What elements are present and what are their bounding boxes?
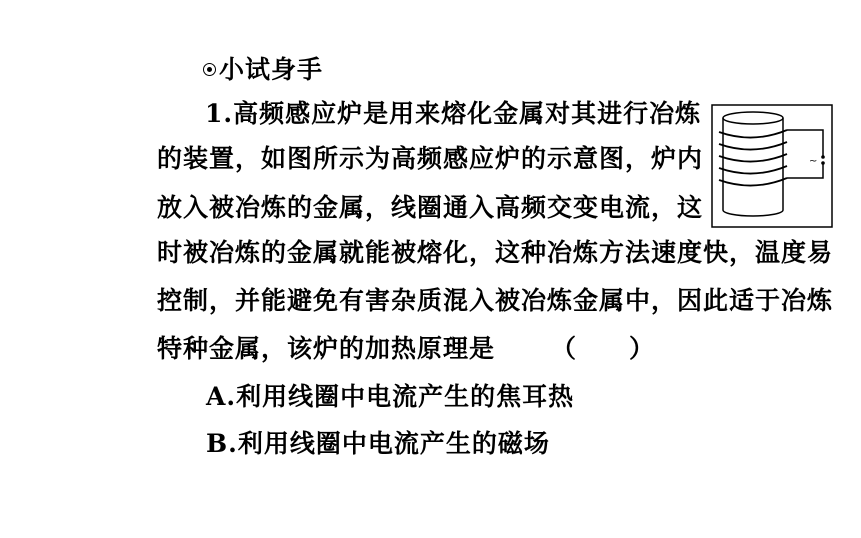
circled-dot-icon — [203, 63, 216, 76]
question-line-2: 的装置，如图所示为高频感应炉的示意图，炉内 — [157, 144, 704, 173]
source-terminal-top — [821, 155, 825, 159]
question-line-4: 时被冶炼的金属就能被熔化，这种冶炼方法速度快，温度易 — [157, 238, 834, 267]
question-line-5: 控制，并能避免有害杂质混入被冶炼金属中，因此适于冶炼 — [157, 286, 834, 315]
cylinder-bottom — [723, 210, 783, 216]
induction-furnace-figure — [711, 104, 833, 228]
coil-lead-bottom — [787, 164, 823, 178]
option-b: B.利用线圈中电流产生的磁场 — [206, 429, 550, 458]
induction-furnace-coil-diagram — [711, 104, 833, 228]
cylinder-top — [723, 112, 783, 124]
section-heading — [203, 54, 323, 86]
coil-turns — [719, 130, 787, 186]
answer-parentheses: （ ） — [551, 334, 656, 363]
source-terminal-bottom — [821, 161, 825, 165]
question-line-1: 1.高频感应炉是用来熔化金属对其进行冶炼 — [205, 99, 702, 128]
ac-source-symbol: ~ — [809, 156, 818, 167]
option-a: A.利用线圈中电流产生的焦耳热 — [206, 382, 575, 411]
question-line-6 — [157, 333, 655, 365]
question-line-3: 放入被冶炼的金属，线圈通入高频交变电流，这 — [157, 193, 704, 222]
section-heading-text: 小试身手 — [219, 55, 324, 84]
coil-lead-top — [787, 130, 823, 156]
question-line-6-text: 特种金属，该炉的加热原理是 — [157, 334, 496, 363]
